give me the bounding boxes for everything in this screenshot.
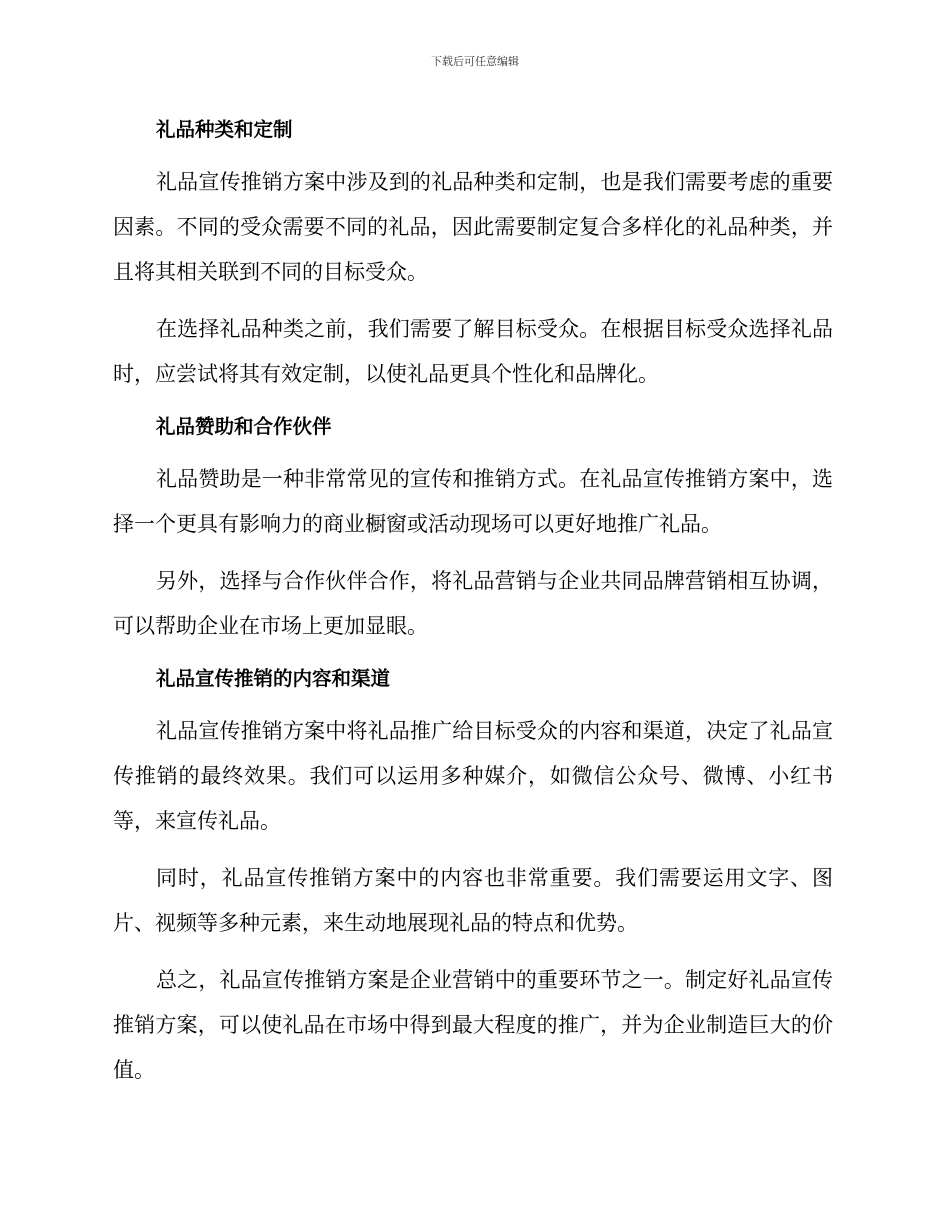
paragraph: 礼品宣传推销方案中涉及到的礼品种类和定制，也是我们需要考虑的重要因素。不同的受众需要不同的礼品，因此需要制定复合多样化的礼品种类，并且将其相关联到不同的目标受众。 [113, 170, 833, 284]
paragraph: 另外，选择与合作伙伴合作，将礼品营销与企业共同品牌营销相互协调，可以帮助企业在市场上更加显眼。 [113, 569, 833, 638]
section-heading: 礼品种类和定制 [156, 118, 293, 141]
paragraph: 礼品宣传推销方案中将礼品推广给目标受众的内容和渠道，决定了礼品宣传推销的最终效果。我们可以运用多种媒介，如微信公众号、微博、小红书等，来宣传礼品。 [113, 719, 833, 833]
paragraph: 礼品赞助是一种非常常见的宣传和推销方式。在礼品宣传推销方案中，选择一个更具有影响力的商业橱窗或活动现场可以更好地推广礼品。 [113, 467, 833, 536]
paragraph: 同时，礼品宣传推销方案中的内容也非常重要。我们需要运用文字、图片、视频等多种元素，来生动地展现礼品的特点和优势。 [113, 866, 833, 935]
page-header: 下载后可任意编辑 [431, 55, 519, 68]
section-heading: 礼品赞助和合作伙伴 [156, 415, 332, 438]
paragraph: 总之，礼品宣传推销方案是企业营销中的重要环节之一。制定好礼品宣传推销方案，可以使礼品在市场中得到最大程度的推广，并为企业制造巨大的价值。 [113, 968, 833, 1082]
document-body [113, 112, 833, 1093]
section-heading: 礼品宣传推销的内容和渠道 [156, 667, 391, 690]
paragraph: 在选择礼品种类之前，我们需要了解目标受众。在根据目标受众选择礼品时，应尝试将其有效定制，以使礼品更具个性化和品牌化。 [113, 317, 833, 386]
